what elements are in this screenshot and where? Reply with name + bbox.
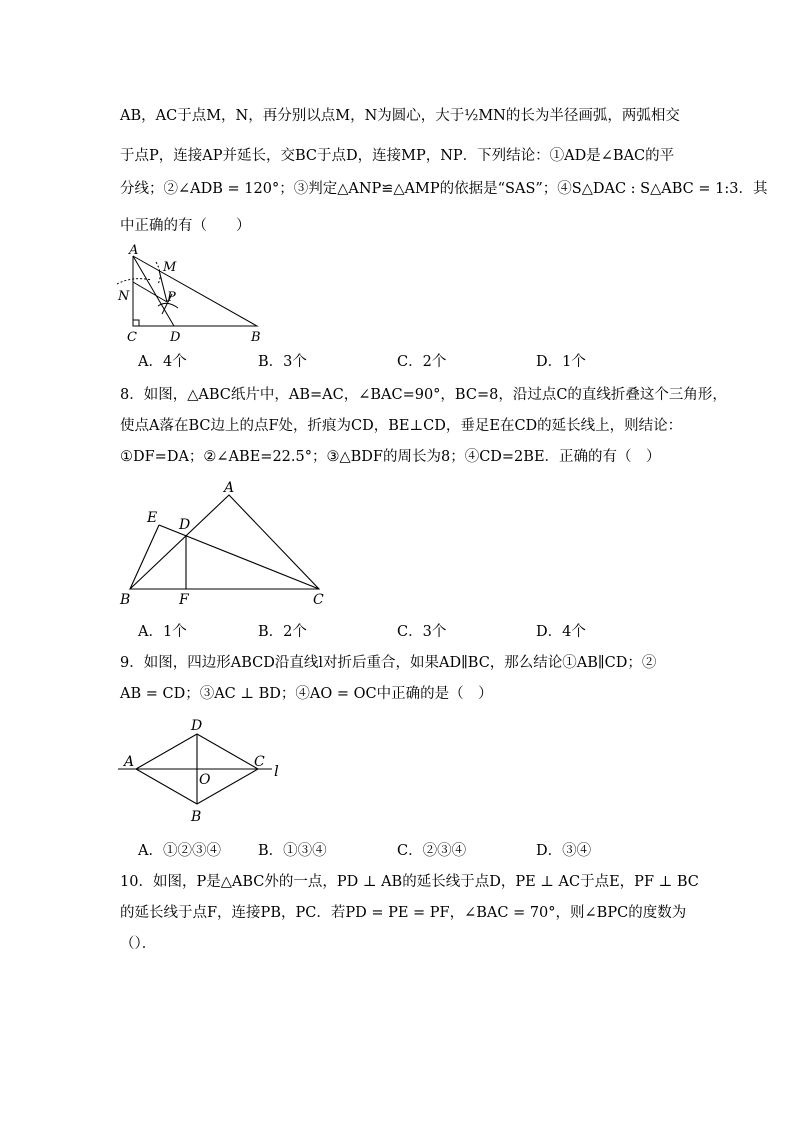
q7-choice-a[interactable]: A．4个: [138, 354, 187, 370]
q7-label-m: M: [163, 260, 177, 275]
q8-fold-ec: [159, 525, 319, 589]
q7-label-b: B: [251, 330, 261, 345]
q9-label-b: B: [191, 809, 202, 825]
q7-figure: [112, 240, 272, 345]
q9-choices: [138, 841, 738, 861]
q9-choice-a[interactable]: A．①②③④: [138, 843, 221, 859]
q9-choice-c[interactable]: C．②③④: [397, 843, 467, 859]
q7-label-d: D: [170, 330, 181, 345]
q7-choice-d[interactable]: D．1个: [536, 354, 586, 370]
q7-text-line-4: 中正确的有（ ）: [120, 218, 251, 234]
q8-label-f: F: [179, 592, 189, 608]
q10-text-line-1: 10．如图，P是△ABC外的一点，PD ⊥ AB的延长线于点D，PE ⊥ AC于点E，PF ⊥ BC: [120, 874, 699, 890]
q7-text-line-2: 于点P，连接AP并延长，交BC于点D，连接MP，NP．下列结论：①AD是∠BAC的平: [120, 148, 675, 164]
q7-label-p: P: [167, 290, 176, 305]
q8-label-d: D: [179, 517, 191, 533]
q7-label-n: N: [118, 289, 130, 304]
q8-text-line-3: ①DF=DA；②∠ABE=22.5°；③△BDF的周长为8；④CD=2BE．正确的有（ ）: [120, 449, 661, 465]
q10-text-line-2: 的延长线于点F，连接PB，PC．若PD = PE = PF，∠BAC = 70°，则∠BPC的度数为: [120, 905, 687, 921]
q7-triangle: [133, 256, 257, 326]
q7-right-angle-mark: [133, 320, 139, 326]
q10-text-line-3: （）．: [120, 936, 157, 952]
q7-label-c: C: [127, 330, 137, 345]
q9-label-c: C: [254, 754, 265, 770]
q7-choice-c[interactable]: C．2个: [397, 354, 447, 370]
q8-label-b: B: [120, 592, 131, 608]
q8-label-c: C: [313, 592, 324, 608]
q8-label-e: E: [147, 510, 158, 526]
q8-segment-be: [130, 525, 159, 589]
q9-text-line-1: 9．如图，四边形ABCD沿直线l对折后重合，如果AD∥BC，那么结论①AB∥CD；②: [120, 655, 657, 671]
q7-text-line-3: 分线；②∠ADB = 120°；③判定△ANP≌△AMP的依据是“SAS”；④S△DAC : S△ABC = 1:3．其: [120, 181, 768, 197]
q7-choice-b[interactable]: B．3个: [258, 354, 307, 370]
q8-text-line-2: 使点A落在BC边上的点F处，折痕为CD，BE⊥CD，垂足E在CD的延长线上，则结论：: [120, 418, 683, 434]
q9-choice-b[interactable]: B．①③④: [258, 843, 327, 859]
q9-label-a: A: [124, 754, 135, 770]
q9-label-o: O: [199, 772, 211, 788]
q8-choice-d[interactable]: D．4个: [536, 624, 586, 640]
q9-label-d: D: [191, 718, 203, 734]
q9-choice-d[interactable]: D．③④: [536, 843, 592, 859]
q9-text-line-2: AB = CD；③AC ⊥ BD；④AO = OC中正确的是（ ）: [120, 686, 493, 702]
q9-label-l: l: [274, 762, 279, 780]
q8-label-a: A: [224, 480, 235, 496]
q8-text-line-1: 8．如图，△ABC纸片中，AB=AC，∠BAC=90°，BC=8，沿过点C的直线折叠这个三角形，: [120, 387, 727, 403]
q8-choice-b[interactable]: B．2个: [258, 624, 307, 640]
q9-figure: [112, 714, 292, 826]
q7-text-line-1: AB，AC于点M，N，再分别以点M，N为圆心，大于½MN的长为半径画弧，两弧相交: [120, 108, 680, 124]
q8-figure: [112, 478, 337, 610]
q8-choice-c[interactable]: C．3个: [397, 624, 447, 640]
q8-choice-a[interactable]: A．1个: [138, 624, 187, 640]
q8-triangle-abc: [130, 495, 319, 589]
q7-choices: [138, 352, 738, 372]
q7-label-a: A: [129, 243, 139, 258]
q8-choices: [138, 622, 738, 642]
